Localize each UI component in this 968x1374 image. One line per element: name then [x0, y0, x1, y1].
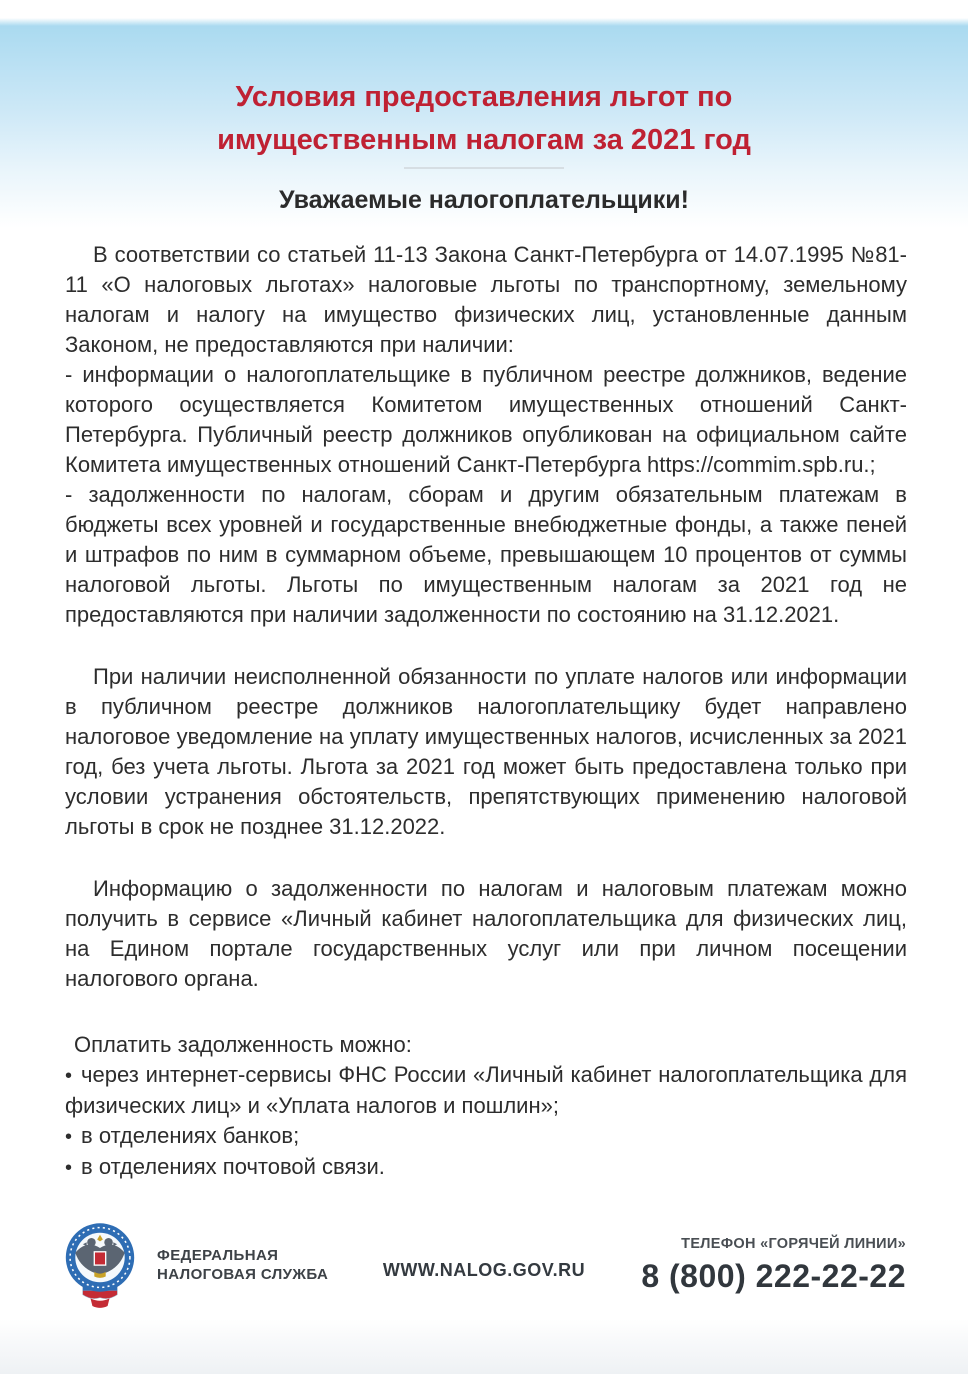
- list-item: • в отделениях почтовой связи.: [65, 1154, 385, 1179]
- hotline-label: ТЕЛЕФОН «ГОРЯЧЕЙ ЛИНИИ»: [681, 1236, 906, 1252]
- paragraph: - информации о налогоплательщике в публичном реестре должников, ведение которого осуществляется Комитетом имущественных отношений Санкт-Петербурга. Публичный реестр должников опубликован на официальном сайте Комитета имущественных отношений Санкт-Петербурга https://commim.spb.ru.;: [65, 362, 907, 477]
- agency-name-line2: НАЛОГОВАЯ СЛУЖБА: [157, 1266, 329, 1283]
- text-section: [65, 662, 907, 842]
- bullet-icon: •: [65, 1065, 73, 1087]
- hotline-phone: 8 (800) 222-22-22: [641, 1258, 906, 1294]
- footer: [0, 1218, 968, 1328]
- paragraph: - задолженности по налогам, сборам и другим обязательным платежам в бюджеты всех уровней и государственные внебюджетные фонды, а также пеней и штрафов по ним в суммарном объеме, превышающем 10 процентов от суммы налоговой льготы. Льготы по имущественным налогам за 2021 год не предоставляются при наличии задолженности по состоянию на 31.12.2021.: [65, 482, 907, 627]
- fns-emblem-icon: [62, 1222, 138, 1312]
- list-item: • через интернет-сервисы ФНС России «Личный кабинет налогоплательщика для физических лиц» и «Уплата налогов и пошлин»;: [65, 1062, 907, 1118]
- title-divider: [404, 167, 564, 169]
- body-sections: [65, 240, 907, 1215]
- paragraph: Оплатить задолженность можно:: [74, 1032, 412, 1057]
- website-url: WWW.NALOG.GOV.RU: [382, 1260, 586, 1280]
- hotline-block: [641, 1236, 906, 1295]
- agency-name-line1: ФЕДЕРАЛЬНАЯ: [157, 1247, 279, 1264]
- text-section: [65, 240, 907, 630]
- text-section: [65, 874, 907, 994]
- greeting-heading: Уважаемые налогоплательщики!: [279, 186, 689, 214]
- agency-name: [157, 1246, 328, 1284]
- page-title: Условия предоставления льгот по имущественным налогам за 2021 год: [217, 81, 751, 156]
- paragraph: Информацию о задолженности по налогам и налоговым платежам можно получить в сервисе «Личный кабинет налогоплательщика для физических лиц, на Едином портале государственных услуг или при личном посещении налогового органа.: [65, 876, 907, 991]
- bullet-icon: •: [65, 1126, 73, 1148]
- list-item: • в отделениях банков;: [65, 1123, 300, 1148]
- paragraph: В соответствии со статьей 11-13 Закона Санкт-Петербурга от 14.07.1995 №81-11 «О налоговых льготах» налоговые льготы по транспортному, земельному налогам и налогу на имущество физических лиц, установленные данным Законом, не предоставляются при наличии:: [65, 242, 907, 357]
- text-section: [65, 1030, 907, 1183]
- paragraph: При наличии неисполненной обязанности по уплате налогов или информации в публичном реестре должников налогоплательщику будет направлено налоговое уведомление на уплату имущественных налогов, исчисленных за 2021 год, без учета льготы. Льгота за 2021 год может быть предоставлена только при условии устранения обстоятельств, препятствующих применению налоговой льготы в срок не позднее 31.12.2022.: [65, 664, 907, 839]
- bullet-icon: •: [65, 1157, 73, 1179]
